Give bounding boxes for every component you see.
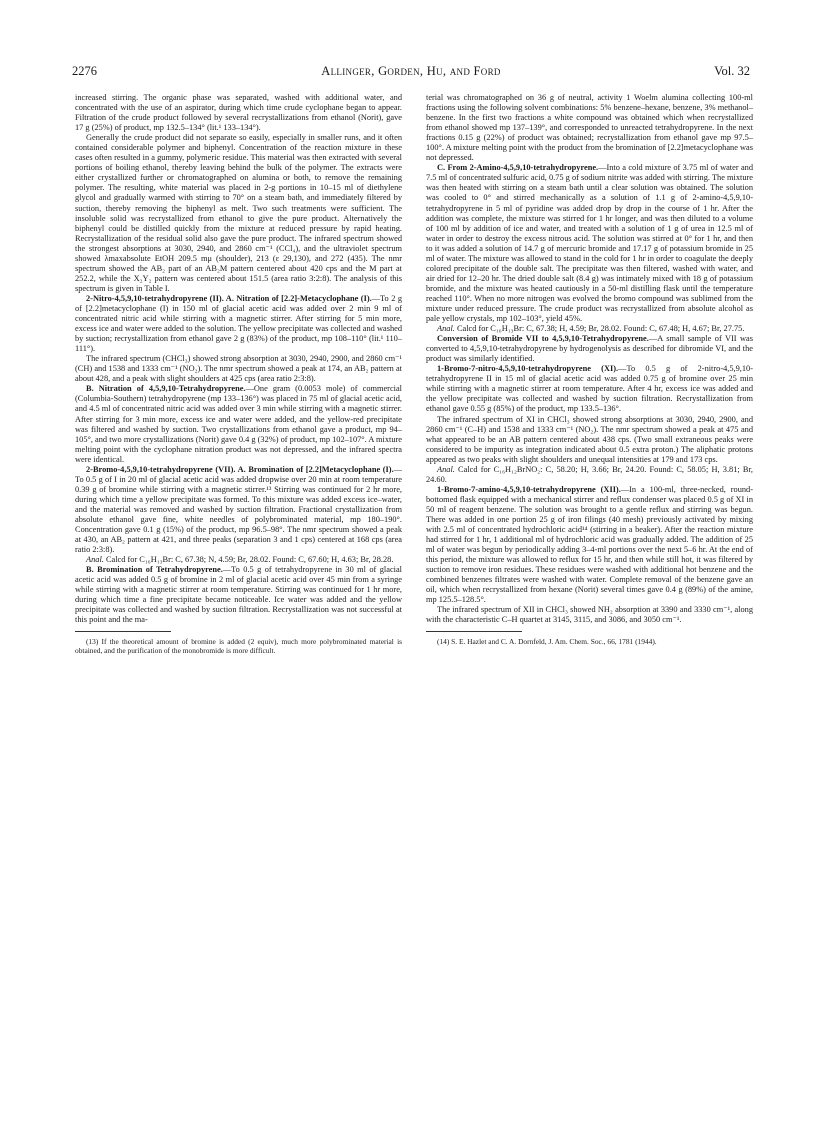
paragraph xyxy=(426,605,753,625)
paragraph-text: —Into a cold mixture of 3.75 ml of water and 7.5 ml of concentrated sulfuric acid, 0.75 g of sodium nitrite was added with stirring. The mixture was then heated with stirring on a steam bath until a clear solution was obtained. The solution was cooled to 0° and stirred mechanically as a solution of 1.1 g of 2-amino-4,5,9,10-tetrahydropyrene in 5 ml of pyridine was added drop by drop in the course of 1 hr. After the addition was complete, the mixture was stirred for 1 hr longer, and was then diluted to a volume of 100 ml by addition of ice and water, and treated with a solution of 1 g of urea in 12.5 ml of water in order to destroy the excess nitrous acid. The solution was stirred at 0° for 1 hr, and then to it was added a solution of 14.7 g of mercuric bromide and 17.17 g of potassium bromide in 25 ml of water. The mixture was allowed to stand in the cold for 1 hr in order to coagulate the deeply colored precipitate of the double salt. The precipitate was then filtered, washed with water, and air dried for 12–20 hr. The dried double salt (8.4 g) was intimately mixed with 18 g of potassium bromide, and the mixture was heated cautiously in a 50-ml distilling flask until the temperature reached 110°. When no more nitrogen was evolved the bromo compound was sublimed from the mixture under reduced pressure. The crude product was recrystallized from absolute alcohol as pale yellow crystals, mp 102–103°, yield 45%. xyxy=(426,163,753,324)
paragraph-text: increased stirring. The organic phase was separated, washed with additional water, and concentrated with the use of an aspirator, during which time crude cyclophane began to appear. Filtration of the crude product followed by several recrystallizations from ethanol (Norit), gave 17 g (25%) of product, mp 132.5–134° (lit.¹ 133–134°). xyxy=(75,93,402,133)
paragraph xyxy=(426,364,753,414)
left-column-body xyxy=(75,93,402,625)
section-heading: C. From 2-Amino-4,5,9,10-tetrahydropyrene. xyxy=(437,163,599,173)
right-column xyxy=(426,93,753,646)
section-heading: B. Bromination of Tetrahydropyrene. xyxy=(86,565,223,575)
volume-label: Vol. 32 xyxy=(714,64,750,78)
paragraph-text: Calcd for C₁₆H₁₃Br: C, 67.38; N, 4.59; Br, 28.02. Found: C, 67.60; H, 4.63; Br, 28.28. xyxy=(103,555,394,565)
section-heading: B. Nitration of 4,5,9,10-Tetrahydropyrene. xyxy=(86,384,246,394)
footnote-rule xyxy=(75,631,171,632)
section-heading: 2-Bromo-4,5,9,10-tetrahydropyrene (VII). A. Bromination of [2.2]Metacyclophane (I). xyxy=(86,464,394,474)
section-heading: 1-Bromo-7-amino-4,5,9,10-tetrahydropyrene (XII). xyxy=(437,484,621,494)
paragraph xyxy=(75,565,402,625)
running-head-authors: Allinger, Gorden, Hu, and Ford xyxy=(321,64,501,78)
paragraph-text: The infrared spectrum (CHCl₃) showed strong absorption at 3030, 2940, 2900, and 2860 cm⁻¹ (CH) and 1538 and 1333 cm⁻¹ (NO₂). The nmr spectrum showed a peak at 174, an AB₂ pattern at about 428, and a peak with slight shoulders at 425 cps (area ratio 2:3:8). xyxy=(75,354,402,384)
paragraph xyxy=(426,465,753,485)
footnote-rule xyxy=(426,631,522,632)
paragraph xyxy=(426,93,753,163)
paragraph xyxy=(426,163,753,324)
analysis-label: Anal. xyxy=(86,555,104,565)
paragraph-text: —To 0.5 g of 2-nitro-4,5,9,10-tetrahydropyrene II in 15 ml of glacial acetic acid was added 0.75 g of bromine over 25 min while stirring with a magnetic stirrer at room temperature. After 4 hr, excess ice was added and the yellow precipitate was collected and washed by suction filtration. Recrystallization from ethanol gave 0.55 g (85%) of the product, mp 133.5–136°. xyxy=(426,364,754,414)
paragraph-text: —To 0.5 g of I in 20 ml of glacial acetic acid was added dropwise over 20 min at room temperature 0.39 g of bromine while stirring with a magnetic stirrer.¹³ Stirring was continued for 2 hr more, during which time a yellow precipitate was formed. To this mixture was added excess ice–water, and the material was removed and washed by suction filtration. Fractional crystallization from absolute ethanol gave fine, white needles of polybrominated material, mp 180–190°. Concentration gave 0.1 g (15%) of the product, mp 96.5–98°. The nmr spectrum showed a peak at 430, an AB₂ pattern at 421, and three peaks (separation 3 and 1 cps) centered at 168 cps (area ratio 2:3:8). xyxy=(75,464,402,555)
paragraph-text: Calcd for C₁₆H₁₂BrNO₂: C, 58.20; H, 3.66; Br, 24.20. Found: C, 58.05; H, 3.81; Br, 24.60. xyxy=(426,464,753,484)
paragraph-text: The infrared spectrum of XII in CHCl₃ showed NH₂ absorption at 3390 and 3330 cm⁻¹, along with the characteristic C–H quartet at 3145, 3115, and 3086, and 3050 cm⁻¹. xyxy=(426,605,753,625)
right-column-body xyxy=(426,93,753,625)
section-heading: Conversion of Bromide VII to 4,5,9,10-Tetrahydropyrene. xyxy=(437,334,649,344)
paragraph xyxy=(75,555,402,565)
paragraph-text: Generally the crude product did not separate so easily, especially in smaller runs, and it often contained considerable polymer and biphenyl. Concentration of the reaction mixture in these cases often resulted in a gummy, polymeric residue. This material was then extracted with several portions of boiling ethanol, thereby leaving behind the bulk of the polymer. The extracts were either crystallized further or chromatographed on alumina or both, to remove the remaining polymer. The resulting, white material was placed in 2-g portions in 10–15 ml of diethylene glycol and gradually warmed with stirring to 70° on a steam bath, and immediately filtered by suction, thereby removing the biphenyl as melt. Two such treatments were sufficient. The insoluble solid was recrystallized from ethanol to give the pure product. Alternatively the biphenyl could be distilled quickly from the mixture at reduced pressure by rapid heating. Recrystallization of the residual solid also gave the pure product. The infrared spectrum showed the strongest absorptions at 3030, 2940, and 2860 cm⁻¹ (CCl₄), and the ultraviolet spectrum showed λmaxabsolute EtOH 209.5 mμ (shoulder), 213 (ε 29,130), and 272 (435). The nmr spectrum showed the AB₂ part of an AB₂M pattern centered about 420 cps and the M part at 252.2, while the X₂Y₂ pattern was centered about 151.5 (area ratio 3:2:8). The analysis of this spectrum is given in Table I. xyxy=(75,133,402,293)
paragraph xyxy=(426,334,753,364)
paragraph-text: —To 0.5 g of tetrahydropyrene in 30 ml of glacial acetic acid was added 0.5 g of bromine in 2 ml of glacial acetic acid over 45 min from a syringe while stirring with a magnetic stirrer at room temperature. Stirring was continued for 1 hr more, during which time a fine precipitate became noticeable. Ice water was added and the yellow precipitate was collected and washed by suction filtration. Recrystallization was not successful at this point and the ma- xyxy=(75,565,402,625)
analysis-label: Anal. xyxy=(437,464,455,474)
section-heading: 2-Nitro-4,5,9,10-tetrahydropyrene (II). A. Nitration of [2.2]-Metacyclophane (I). xyxy=(86,293,372,303)
paragraph xyxy=(426,485,753,606)
paragraph-text: —In a 100-ml, three-necked, round-bottomed flask equipped with a mechanical stirrer and reflux condenser was placed 0.5 g of XI in 50 ml of reagent benzene. The solution was brought to a gentle reflux and stirring was begun. There was added in one portion 25 g of iron filings (40 mesh) previously activated by mixing with 2.5 ml of concentrated hydrochloric acid¹⁴ (stirring in a beaker). After the reaction mixture had stirred for 1 hr, 1 additional ml of hydrochloric acid was gradually added. The addition of 25 ml of water was begun by periodically adding 3–4-ml portions over the next 5–6 hr. At the end of this period, the mixture was allowed to reflux for 15 hr, and then while still hot, it was filtered by suction to remove iron residues. These residues were washed with additional hot benzene and the combined benzenes filtrates were washed with water. Complete removal of the benzene gave an oil, which when recrystallized from hexane (Norit) several times gave 0.4 g (89%) of the amine, mp 125.5–128.5°. xyxy=(426,484,753,605)
page-number: 2276 xyxy=(72,64,97,78)
section-heading: 1-Bromo-7-nitro-4,5,9,10-tetrahydropyrene (XI). xyxy=(437,364,619,374)
paragraph-text: —One gram (0.0053 mole) of commercial (Columbia-Southern) tetrahydropyrene (mp 133–136°) was placed in 75 ml of glacial acetic acid, and 4.5 ml of concentrated nitric acid was added over 3 min while stirring with a magnetic stirrer. After stirring for 3 min more, excess ice and water were added, and the yellow-red precipitate was filtered and washed by suction. Two crystallizations from ethanol gave a product, mp 94–105°, and two more crystallizations (Norit) gave 0.4 g (32%) of product, mp 102–107°. A mixture melting point with the cyclophane nitration product was not depressed, and the infrared spectra were identical. xyxy=(75,384,402,464)
page-header xyxy=(72,64,750,82)
paragraph xyxy=(75,384,402,464)
paragraph-text: The infrared spectrum of XI in CHCl₃ showed strong absorptions at 3030, 2940, 2900, and 2860 cm⁻¹ (C–H) and 1538 and 1333 cm⁻¹ (NO₂). The nmr spectrum showed a peak at 475 and what appeared to be an AB pattern centered about 438 cps. (Two small extraneous peaks were considered to be impurity as integration indicated about 0.5 extra proton.) The aliphatic protons appeared as two peaks with slight shoulders and unequal intensities at 179 and 173 cps. xyxy=(426,414,753,464)
paragraph xyxy=(426,324,753,334)
analysis-label: Anal. xyxy=(437,324,455,334)
paragraph-text: —To 2 g of [2.2]metacyclophane (I) in 150 ml of glacial acetic acid was added over 2 min 9 ml of concentrated nitric acid while stirring with a magnetic stirrer. After stirring for 5 min more, excess ice and water were added to the solution. The yellow precipitate was collected and washed by suction; recrystallization from ethanol gave 2 g (83%) of the product, mp 108–110° (lit.¹ 110–111°). xyxy=(75,293,403,354)
paragraph xyxy=(75,354,402,384)
paragraph xyxy=(75,465,402,555)
paragraph-text: terial was chromatographed on 36 g of neutral, activity 1 Woelm alumina collecting 100-ml fractions using the following solvent combinations: 5% benzene–hexane, benzene, 3% methanol–benzene. In the first two fractions a white compound was obtained which when recrystallized from ethanol showed mp 137–139°, and corresponded to unreacted tetrahydropyrene. In the next fractions 0.15 g (22%) of product was obtained; recrystallization from ethanol gave mp 97.5–100°. A mixture melting point with the product from the bromination of [2.2]metacyclophane was not depressed. xyxy=(426,93,753,163)
paragraph xyxy=(75,93,402,133)
footnote-13: (13) If the theoretical amount of bromine is added (2 equiv), much more polybrominated material is obtained, and the purification of the monobromide is more difficult. xyxy=(75,637,402,656)
paragraph xyxy=(75,294,402,354)
footnote-14: (14) S. E. Hazlet and C. A. Dornfeld, J. Am. Chem. Soc., 66, 1781 (1944). xyxy=(437,637,657,647)
left-column xyxy=(75,93,402,655)
paragraph-text: Calcd for C₁₆H₁₃Br: C, 67.38; H, 4.59; Br, 28.02. Found: C, 67.48; H, 4.67; Br, 27.75. xyxy=(454,324,745,334)
paragraph xyxy=(426,415,753,465)
paragraph-text: —A small sample of VII was converted to 4,5,9,10-tetrahydropyrene by hydrogenolysis as described for dibromide VI, and the product was similarly identified. xyxy=(426,334,753,364)
paragraph xyxy=(75,133,402,294)
